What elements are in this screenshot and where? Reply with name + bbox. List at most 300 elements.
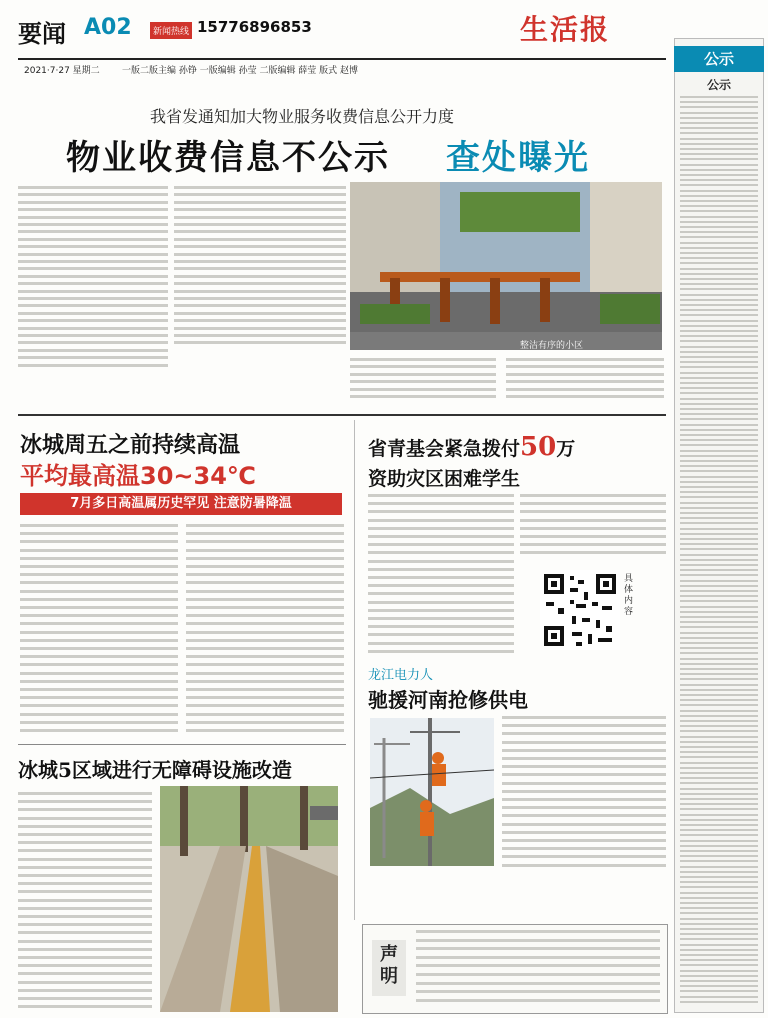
text-line <box>20 540 178 543</box>
text-line <box>18 267 168 270</box>
text-line <box>502 790 666 793</box>
text-line <box>680 725 758 727</box>
text-line <box>20 631 178 634</box>
text-line <box>680 382 758 384</box>
text-line <box>18 230 168 233</box>
text-line <box>680 554 758 556</box>
qr-code[interactable] <box>540 570 620 650</box>
power-photo <box>370 718 494 866</box>
text-line <box>680 320 758 322</box>
access-photo <box>160 786 338 1012</box>
text-line <box>506 358 664 361</box>
text-line <box>680 366 758 368</box>
text-line <box>506 373 664 376</box>
lead-headline: 物业收费信息不公示 <box>66 138 390 178</box>
issue-date: 2021·7·27 星期二 <box>24 66 100 76</box>
power-headline: 驰援河南抢修供电 <box>368 688 528 712</box>
text-line <box>502 864 666 867</box>
notice-heading: 公示 <box>706 78 731 92</box>
text-line <box>680 299 758 301</box>
text-line <box>680 470 758 472</box>
text-line <box>18 858 152 861</box>
text-line <box>502 831 666 834</box>
linemen-photo <box>370 718 494 866</box>
text-line <box>350 358 496 361</box>
text-line <box>20 581 178 584</box>
text-line <box>174 267 346 270</box>
fund-headline <box>368 432 575 462</box>
text-line <box>416 947 660 950</box>
text-line <box>20 598 178 601</box>
text-line <box>18 364 168 367</box>
text-line <box>680 434 758 436</box>
text-line <box>680 782 758 784</box>
text-line <box>680 876 758 878</box>
text-line <box>18 341 168 344</box>
text-line <box>502 765 666 768</box>
text-line <box>680 923 758 925</box>
text-line <box>680 845 758 847</box>
access-headline: 冰城5区域进行无障碍设施改造 <box>18 758 292 782</box>
text-line <box>416 982 660 985</box>
qr-caption: 具体内容 <box>624 574 634 617</box>
text-line <box>174 208 346 211</box>
text-line <box>368 633 514 636</box>
text-line <box>680 871 758 873</box>
text-line <box>186 532 344 535</box>
text-line <box>680 824 758 826</box>
text-line <box>680 819 758 821</box>
masthead-rule <box>18 58 666 60</box>
text-line <box>186 581 344 584</box>
text-line <box>680 814 758 816</box>
text-line <box>680 195 758 197</box>
text-line <box>680 444 758 446</box>
text-line <box>18 849 152 852</box>
newspaper-logo: 生活报 <box>520 13 611 46</box>
lead-kicker: 我省发通知加大物业服务收费信息公开力度 <box>150 107 455 126</box>
text-line <box>680 975 758 977</box>
text-line <box>680 699 758 701</box>
text-line <box>680 512 758 514</box>
text-line <box>680 850 758 852</box>
text-line <box>18 841 152 844</box>
text-line <box>680 314 758 316</box>
text-line <box>18 223 168 226</box>
text-line <box>186 606 344 609</box>
text-line <box>680 533 758 535</box>
weather-headline: 冰城周五之前持续高温 <box>20 432 241 458</box>
text-line <box>368 519 514 522</box>
text-line <box>680 658 758 660</box>
text-line <box>680 143 758 145</box>
text-line <box>680 959 758 961</box>
text-line <box>186 639 344 642</box>
text-line <box>680 632 758 634</box>
text-line <box>18 833 152 836</box>
text-line <box>680 621 758 623</box>
text-line <box>680 600 758 602</box>
text-line <box>680 335 758 337</box>
tactile-path-photo <box>160 786 338 1012</box>
text-line <box>186 590 344 593</box>
text-line <box>174 282 346 285</box>
text-line <box>680 190 758 192</box>
text-line <box>680 96 758 98</box>
text-line <box>20 622 178 625</box>
text-line <box>368 502 514 505</box>
text-line <box>368 592 514 595</box>
text-line <box>680 247 758 249</box>
text-line <box>680 179 758 181</box>
text-line <box>18 989 152 992</box>
text-line <box>680 169 758 171</box>
text-line <box>680 496 758 498</box>
text-line <box>680 684 758 686</box>
text-line <box>174 327 346 330</box>
text-line <box>680 252 758 254</box>
text-line <box>18 882 152 885</box>
text-line <box>506 365 664 368</box>
text-line <box>680 216 758 218</box>
text-line <box>680 309 758 311</box>
text-line <box>18 997 152 1000</box>
text-line <box>680 715 758 717</box>
text-line <box>20 704 178 707</box>
text-line <box>368 494 514 497</box>
text-line <box>680 174 758 176</box>
text-line <box>680 502 758 504</box>
text-line <box>20 721 178 724</box>
text-line <box>680 777 758 779</box>
text-line <box>174 341 346 344</box>
text-line <box>186 598 344 601</box>
text-line <box>520 535 666 538</box>
text-line <box>186 573 344 576</box>
text-line <box>680 231 758 233</box>
text-line <box>20 655 178 658</box>
text-line <box>174 275 346 278</box>
text-line <box>20 713 178 716</box>
text-line <box>186 721 344 724</box>
text-line <box>680 840 758 842</box>
text-line <box>680 372 758 374</box>
text-line <box>680 288 758 290</box>
qr-code-icon <box>540 570 620 650</box>
text-line <box>18 948 152 951</box>
text-line <box>680 392 758 394</box>
text-line <box>680 236 758 238</box>
text-line <box>368 535 514 538</box>
text-line <box>20 549 178 552</box>
weather-banner: 7月多日高温属历史罕见 注意防暑降温 <box>20 493 342 515</box>
text-line <box>680 528 758 530</box>
text-line <box>520 510 666 513</box>
text-line <box>174 304 346 307</box>
text-line <box>502 806 666 809</box>
text-line <box>680 226 758 228</box>
text-line <box>680 481 758 483</box>
text-line <box>680 746 758 748</box>
text-line <box>680 710 758 712</box>
text-line <box>680 304 758 306</box>
text-line <box>680 138 758 140</box>
text-line <box>502 741 666 744</box>
text-line <box>680 543 758 545</box>
text-line <box>680 834 758 836</box>
text-line <box>680 928 758 930</box>
text-line <box>186 647 344 650</box>
text-line <box>680 153 758 155</box>
text-line <box>680 538 758 540</box>
text-line <box>680 626 758 628</box>
text-line <box>416 964 660 967</box>
text-line <box>680 736 758 738</box>
text-line <box>186 524 344 527</box>
access-divider <box>18 744 346 745</box>
text-line <box>680 860 758 862</box>
text-line <box>20 688 178 691</box>
fund-headline-line2: 资助灾区困难学生 <box>368 468 521 490</box>
text-line <box>18 915 152 918</box>
text-line <box>18 245 168 248</box>
text-line <box>680 377 758 379</box>
text-line <box>680 273 758 275</box>
text-line <box>18 808 152 811</box>
text-line <box>18 208 168 211</box>
text-line <box>502 782 666 785</box>
text-line <box>368 609 514 612</box>
text-line <box>174 334 346 337</box>
text-line <box>680 262 758 264</box>
text-line <box>350 365 496 368</box>
text-line <box>20 565 178 568</box>
text-line <box>680 158 758 160</box>
text-line <box>20 606 178 609</box>
text-line <box>20 557 178 560</box>
text-line <box>680 517 758 519</box>
text-line <box>680 585 758 587</box>
text-line <box>502 716 666 719</box>
text-line <box>18 193 168 196</box>
text-line <box>18 290 168 293</box>
text-line <box>680 439 758 441</box>
text-line <box>174 290 346 293</box>
hotline-label: 新闻热线 <box>150 22 192 39</box>
text-line <box>680 221 758 223</box>
text-line <box>680 522 758 524</box>
text-line <box>680 122 758 124</box>
text-line <box>680 907 758 909</box>
text-line <box>18 890 152 893</box>
text-line <box>680 970 758 972</box>
section-title: 要闻 <box>18 19 66 48</box>
text-line <box>680 912 758 914</box>
text-line <box>680 902 758 904</box>
text-line <box>680 101 758 103</box>
column-separator <box>354 420 355 920</box>
text-line <box>680 756 758 758</box>
text-line <box>18 216 168 219</box>
text-line <box>186 729 344 732</box>
text-line <box>502 814 666 817</box>
text-line <box>18 186 168 189</box>
text-line <box>186 663 344 666</box>
text-line <box>368 576 514 579</box>
text-line <box>680 642 758 644</box>
lead-headline-accent: 查处曝光 <box>446 138 590 178</box>
text-line <box>502 749 666 752</box>
text-line <box>18 1005 152 1008</box>
lead-photo <box>350 182 662 350</box>
text-line <box>680 361 758 363</box>
text-line <box>680 938 758 940</box>
text-line <box>174 201 346 204</box>
text-line <box>18 304 168 307</box>
text-line <box>680 595 758 597</box>
text-line <box>680 637 758 639</box>
text-line <box>18 792 152 795</box>
text-line <box>680 132 758 134</box>
text-line <box>680 210 758 212</box>
text-line <box>680 507 758 509</box>
text-line <box>680 106 758 108</box>
fund-headline-amount: 50 <box>520 432 557 462</box>
text-line <box>20 532 178 535</box>
text-line <box>680 996 758 998</box>
text-line <box>680 548 758 550</box>
text-line <box>680 564 758 566</box>
text-line <box>350 373 496 376</box>
text-line <box>174 312 346 315</box>
text-line <box>18 319 168 322</box>
text-line <box>680 663 758 665</box>
text-line <box>502 839 666 842</box>
text-line <box>174 319 346 322</box>
text-line <box>680 881 758 883</box>
text-line <box>680 257 758 259</box>
text-line <box>20 524 178 527</box>
text-line <box>680 985 758 987</box>
text-line <box>680 751 758 753</box>
text-line <box>680 798 758 800</box>
text-line <box>174 238 346 241</box>
text-line <box>186 540 344 543</box>
text-line <box>680 678 758 680</box>
text-line <box>20 680 178 683</box>
text-line <box>680 325 758 327</box>
text-line <box>680 767 758 769</box>
text-line <box>18 260 168 263</box>
text-line <box>174 245 346 248</box>
text-line <box>18 275 168 278</box>
text-line <box>680 330 758 332</box>
text-line <box>174 193 346 196</box>
text-line <box>502 773 666 776</box>
text-line <box>680 990 758 992</box>
text-line <box>186 696 344 699</box>
text-line <box>174 186 346 189</box>
text-line <box>680 980 758 982</box>
text-line <box>18 923 152 926</box>
text-line <box>680 590 758 592</box>
text-line <box>502 732 666 735</box>
text-line <box>680 964 758 966</box>
text-line <box>680 892 758 894</box>
text-line <box>368 642 514 645</box>
text-line <box>18 334 168 337</box>
text-line <box>520 502 666 505</box>
text-line <box>368 527 514 530</box>
text-line <box>680 294 758 296</box>
text-line <box>18 817 152 820</box>
text-line <box>174 297 346 300</box>
text-line <box>20 696 178 699</box>
text-line <box>680 829 758 831</box>
text-line <box>680 689 758 691</box>
text-line <box>680 897 758 899</box>
text-line <box>174 230 346 233</box>
text-line <box>20 573 178 576</box>
text-line <box>520 551 666 554</box>
text-line <box>680 808 758 810</box>
text-line <box>18 356 168 359</box>
text-line <box>680 242 758 244</box>
text-line <box>680 949 758 951</box>
text-line <box>680 387 758 389</box>
text-line <box>350 395 496 398</box>
text-line <box>680 268 758 270</box>
text-line <box>186 672 344 675</box>
text-line <box>416 999 660 1002</box>
text-line <box>506 380 664 383</box>
editors-line: 一版二版主编 孙铮 一版编辑 孙莹 二版编辑 薛莹 版式 赵博 <box>122 66 359 76</box>
text-line <box>680 398 758 400</box>
text-line <box>680 117 758 119</box>
text-line <box>680 148 758 150</box>
text-line <box>416 990 660 993</box>
text-line <box>368 568 514 571</box>
text-line <box>680 954 758 956</box>
text-line <box>18 931 152 934</box>
text-line <box>18 238 168 241</box>
text-line <box>680 647 758 649</box>
text-line <box>680 1001 758 1003</box>
weather-subheadline: 平均最高温30~34℃ <box>20 462 256 490</box>
text-line <box>680 793 758 795</box>
text-line <box>506 395 664 398</box>
text-line <box>680 606 758 608</box>
text-line <box>18 327 168 330</box>
text-line <box>680 356 758 358</box>
text-line <box>680 611 758 613</box>
statement-label: 声明 <box>380 944 398 987</box>
text-line <box>18 956 152 959</box>
text-line <box>186 631 344 634</box>
text-line <box>680 127 758 129</box>
text-line <box>174 260 346 263</box>
text-line <box>368 584 514 587</box>
text-line <box>520 519 666 522</box>
text-line <box>20 729 178 732</box>
text-line <box>502 757 666 760</box>
text-line <box>520 527 666 530</box>
text-line <box>186 557 344 560</box>
text-line <box>502 798 666 801</box>
text-line <box>18 972 152 975</box>
text-line <box>416 939 660 942</box>
text-line <box>18 940 152 943</box>
